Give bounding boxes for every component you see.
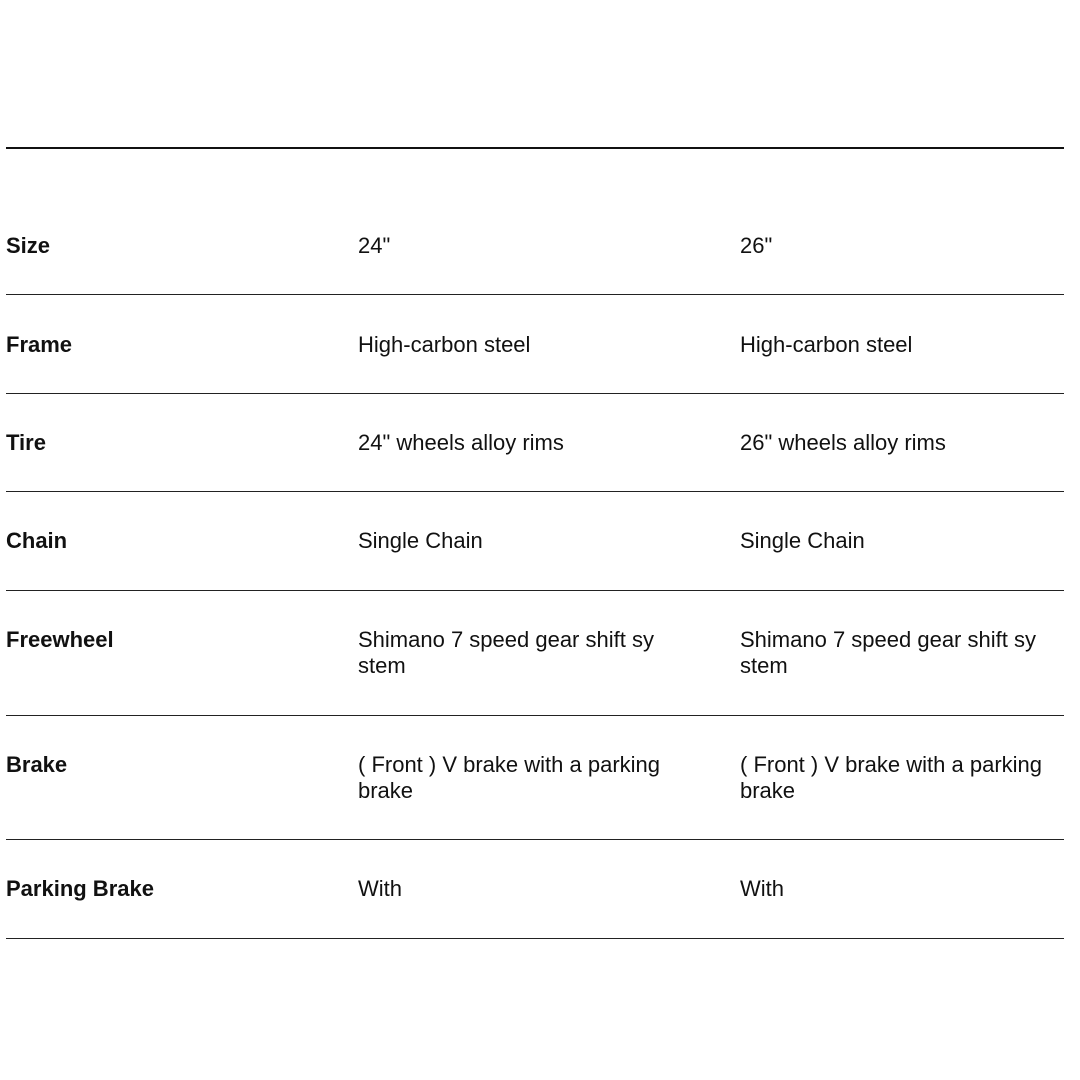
- spec-row-size: [6, 150, 1064, 295]
- spec-value-26: Single Chain: [740, 528, 865, 553]
- spec-row-frame: [6, 295, 1064, 394]
- spec-value-24: High-carbon steel: [358, 332, 531, 357]
- spec-label: Size: [6, 233, 51, 258]
- spec-row-tire: [6, 394, 1064, 492]
- spec-value-26: Shimano 7 speed gear shift sy stem: [740, 627, 1036, 678]
- spec-row-freewheel: [6, 591, 1064, 716]
- top-divider: [6, 147, 1064, 149]
- spec-label: Tire: [6, 430, 46, 455]
- spec-value-26: ( Front ) V brake with a parking brake: [740, 752, 1043, 803]
- spec-label: Chain: [6, 528, 68, 553]
- spec-value-24: With: [358, 876, 402, 901]
- spec-value-26: High-carbon steel: [740, 332, 913, 357]
- spec-value-24: 24": [358, 233, 391, 258]
- spec-value-24: Single Chain: [358, 528, 483, 553]
- spec-row-brake: [6, 716, 1064, 840]
- spec-value-26: With: [740, 876, 784, 901]
- spec-label: Parking Brake: [6, 876, 154, 901]
- spec-value-24: Shimano 7 speed gear shift sy stem: [358, 627, 654, 678]
- spec-value-26: 26": [740, 233, 773, 258]
- spec-label: Freewheel: [6, 627, 114, 652]
- spec-row-parking-brake: [6, 840, 1064, 939]
- spec-row-chain: [6, 492, 1064, 591]
- spec-label: Brake: [6, 752, 68, 777]
- spec-table: [6, 150, 1064, 939]
- spec-label: Frame: [6, 332, 73, 357]
- spec-value-26: 26" wheels alloy rims: [740, 430, 946, 455]
- spec-value-24: ( Front ) V brake with a parking brake: [358, 752, 661, 803]
- spec-value-24: 24" wheels alloy rims: [358, 430, 564, 455]
